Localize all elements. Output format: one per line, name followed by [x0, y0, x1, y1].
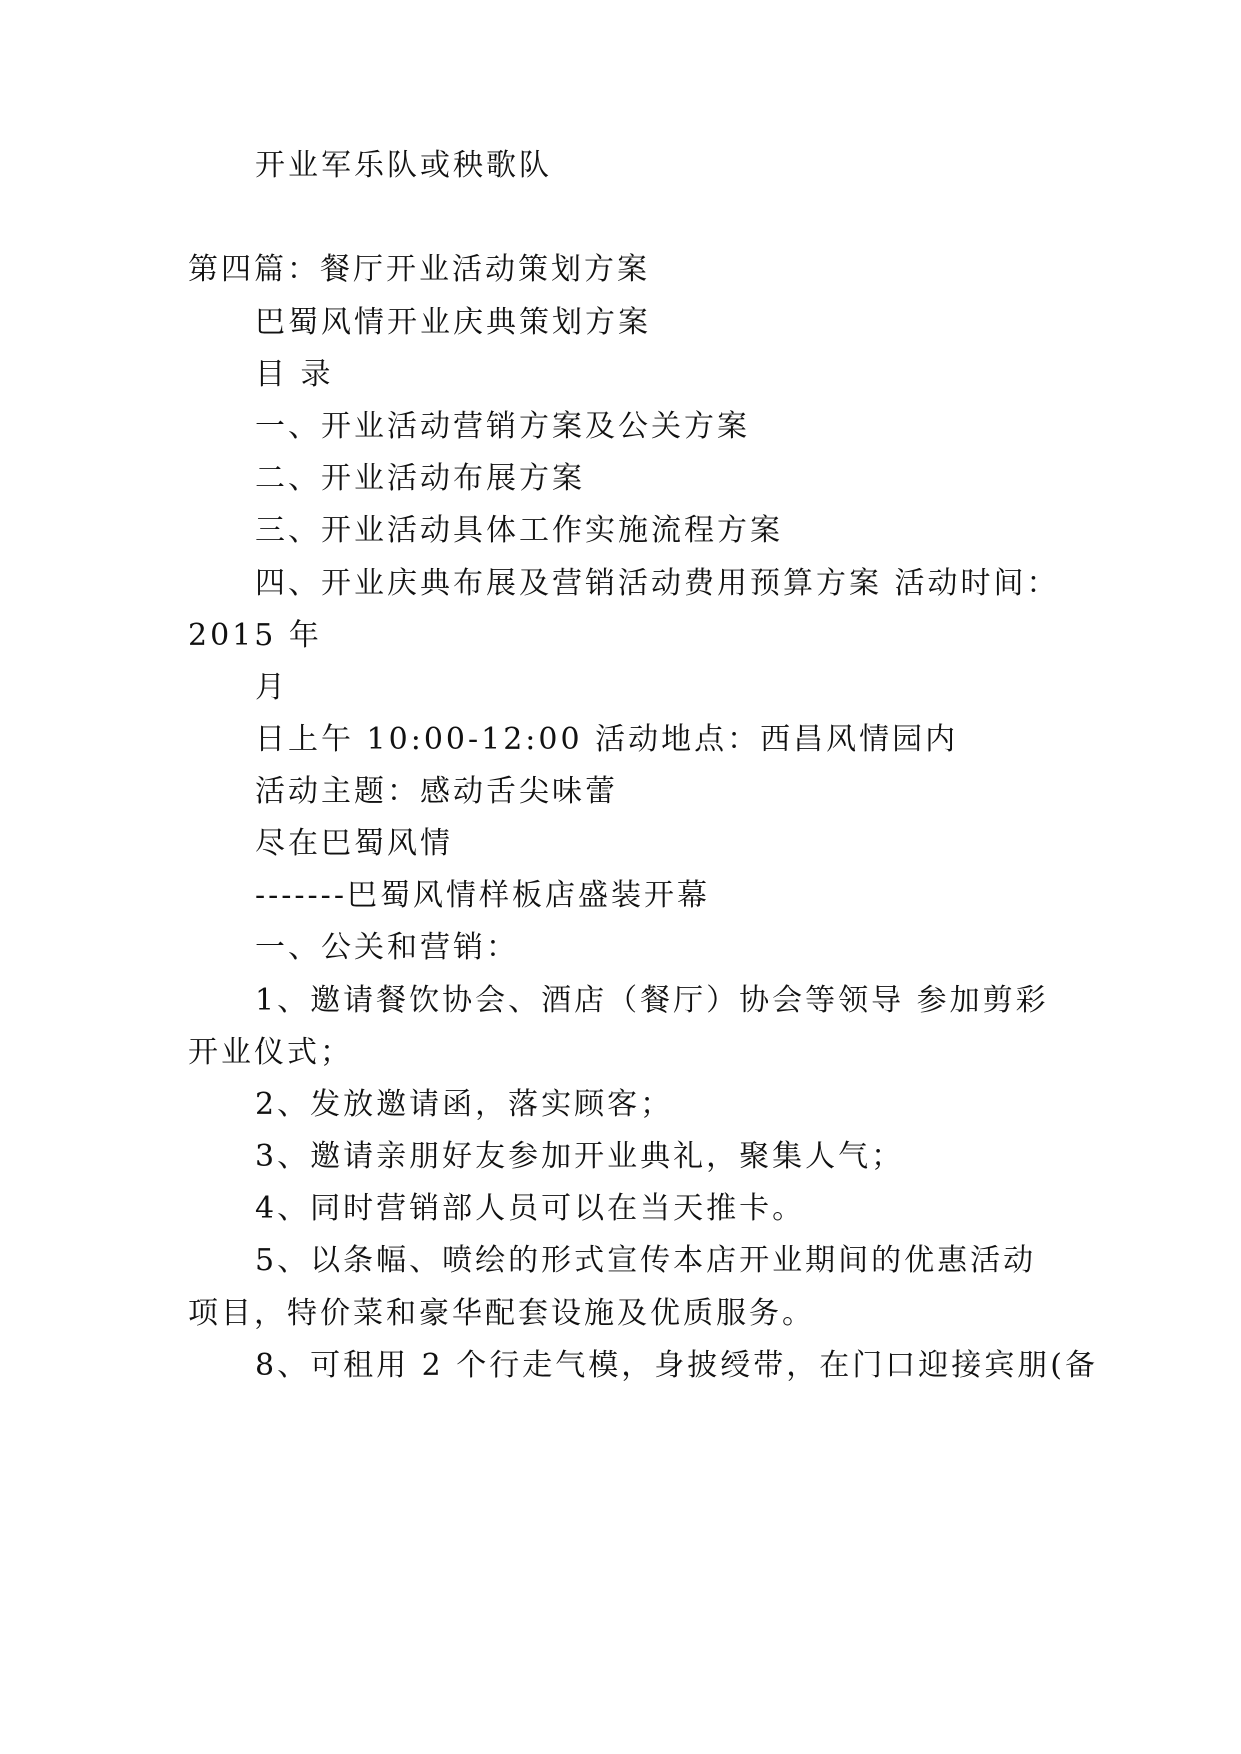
text-line: 活动主题：感动舌尖味蕾 — [255, 774, 618, 809]
list-item-continuation: 项目，特价菜和豪华配套设施及优质服务。 — [188, 1296, 815, 1331]
list-item: 1、邀请餐饮协会、酒店（餐厅）协会等领导 参加剪彩 — [255, 983, 1049, 1018]
toc-heading: 目 录 — [255, 357, 334, 392]
text-line: -------巴蜀风情样板店盛装开幕 — [255, 878, 710, 913]
list-item: 5、以条幅、喷绘的形式宣传本店开业期间的优惠活动 — [255, 1243, 1037, 1278]
toc-item: 四、开业庆典布展及营销活动费用预算方案 活动时间： — [255, 566, 1060, 601]
list-item: 8、可租用 2 个行走气模，身披绶带，在门口迎接宾朋(备 — [255, 1348, 1098, 1383]
text-line: 2015 年 — [188, 618, 322, 653]
list-item: 4、同时营销部人员可以在当天推卡。 — [255, 1191, 806, 1226]
text-line: 月 — [255, 670, 288, 705]
text-line: 日上午 10:00-12:00 活动地点：西昌风情园内 — [255, 722, 959, 757]
text-line: 开业军乐队或秧歌队 — [255, 148, 552, 183]
list-item-continuation: 开业仪式； — [188, 1035, 353, 1070]
text-line: 尽在巴蜀风情 — [255, 826, 453, 861]
subsection-heading: 一、公关和营销： — [255, 930, 519, 965]
toc-item: 三、开业活动具体工作实施流程方案 — [255, 513, 783, 548]
toc-item: 二、开业活动布展方案 — [255, 461, 585, 496]
document-title: 巴蜀风情开业庆典策划方案 — [255, 305, 651, 340]
list-item: 3、邀请亲朋好友参加开业典礼，聚集人气； — [255, 1139, 905, 1174]
toc-item: 一、开业活动营销方案及公关方案 — [255, 409, 750, 444]
section-heading: 第四篇：餐厅开业活动策划方案 — [188, 252, 650, 287]
list-item: 2、发放邀请函，落实顾客； — [255, 1087, 674, 1122]
